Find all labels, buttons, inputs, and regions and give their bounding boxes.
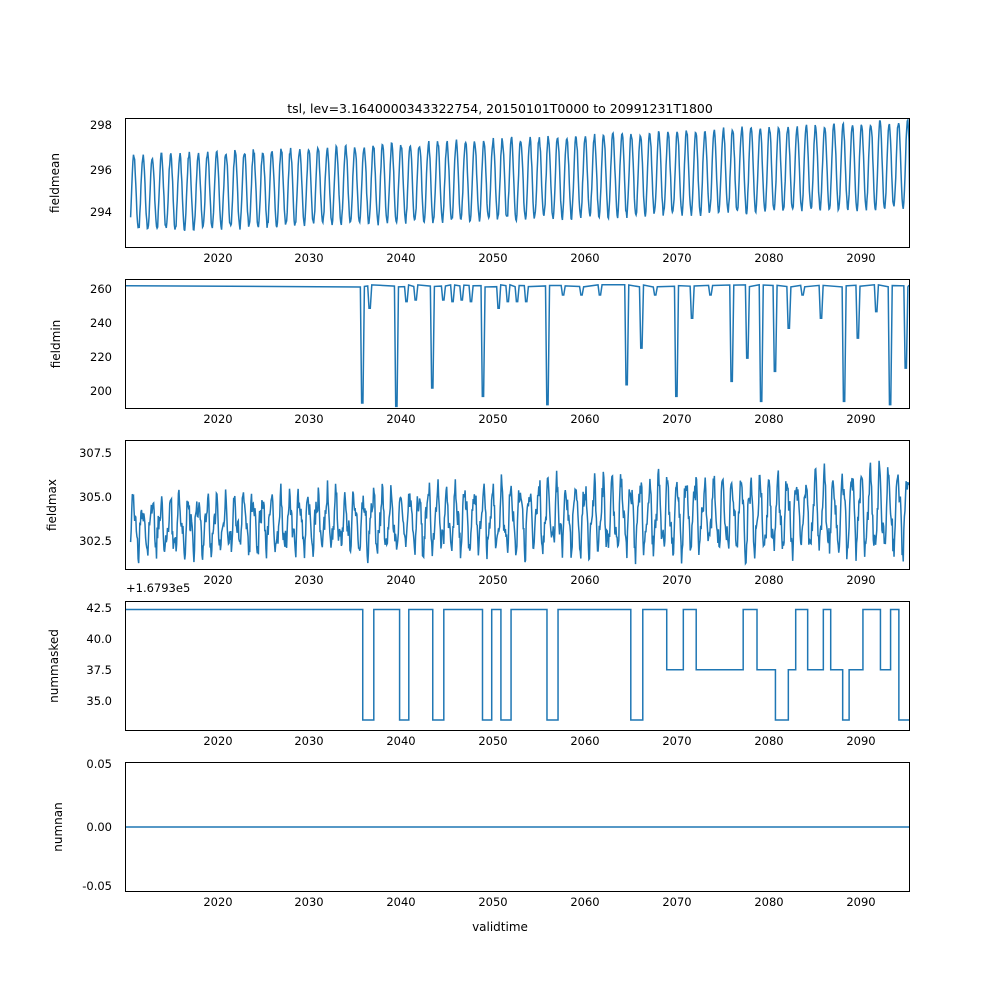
xtick-p3-2040: 2040 (386, 573, 416, 587)
ylabel-fieldmax: fieldmax (45, 478, 59, 532)
xtick-p4-2080: 2080 (754, 734, 784, 748)
ytick-numnan-1: 0.00 (86, 820, 112, 834)
fieldmean-plot-line (126, 119, 909, 247)
xtick-p2-2020: 2020 (203, 412, 233, 426)
ytick-numnan-2: -0.05 (82, 879, 112, 893)
ytick-fieldmax-0: 307.5 (79, 446, 112, 460)
xtick-p5-2040: 2040 (386, 895, 416, 909)
numnan-plot-line (126, 763, 909, 891)
xtick-p4-2030: 2030 (294, 734, 324, 748)
xtick-p2-2060: 2060 (570, 412, 600, 426)
ytick-fieldmax-2: 302.5 (79, 534, 112, 548)
ylabel-numnan: numnan (51, 802, 65, 852)
xtick-p1-2060: 2060 (570, 251, 600, 265)
xtick-p2-2090: 2090 (846, 412, 876, 426)
ytick-nummasked-0: 42.5 (86, 601, 112, 615)
xtick-p5-2050: 2050 (478, 895, 508, 909)
xtick-p3-2020: 2020 (203, 573, 233, 587)
axes-fieldmean (125, 118, 910, 248)
xtick-p3-2080: 2080 (754, 573, 784, 587)
ytick-fieldmax-1: 305.0 (79, 490, 112, 504)
xlabel-validtime: validtime (472, 920, 528, 934)
xtick-p2-2080: 2080 (754, 412, 784, 426)
xtick-p2-2040: 2040 (386, 412, 416, 426)
xtick-p1-2020: 2020 (203, 251, 233, 265)
xtick-p1-2030: 2030 (294, 251, 324, 265)
axes-fieldmax (125, 440, 910, 570)
xtick-p2-2070: 2070 (662, 412, 692, 426)
ylabel-fieldmin: fieldmin (49, 319, 63, 369)
ytick-fieldmin-0: 260 (90, 282, 112, 296)
ytick-nummasked-2: 37.5 (86, 663, 112, 677)
nummasked-plot-line (126, 602, 909, 730)
xtick-p5-2060: 2060 (570, 895, 600, 909)
xtick-p4-2090: 2090 (846, 734, 876, 748)
ytick-fieldmean-0: 298 (90, 118, 112, 132)
xtick-p3-2090: 2090 (846, 573, 876, 587)
figure-title: tsl, lev=3.1640000343322754, 20150101T0000 to 20991231T1800 (287, 101, 713, 116)
xtick-p2-2050: 2050 (478, 412, 508, 426)
xtick-p3-2070: 2070 (662, 573, 692, 587)
xtick-p4-2060: 2060 (570, 734, 600, 748)
xtick-p4-2040: 2040 (386, 734, 416, 748)
ytick-fieldmin-2: 220 (90, 350, 112, 364)
ytick-fieldmin-3: 200 (90, 384, 112, 398)
xtick-p1-2090: 2090 (846, 251, 876, 265)
axes-nummasked (125, 601, 910, 731)
xtick-p1-2080: 2080 (754, 251, 784, 265)
xtick-p1-2070: 2070 (662, 251, 692, 265)
xtick-p3-2050: 2050 (478, 573, 508, 587)
xtick-p3-2060: 2060 (570, 573, 600, 587)
xtick-p5-2030: 2030 (294, 895, 324, 909)
axes-fieldmin (125, 279, 910, 409)
xtick-p4-2070: 2070 (662, 734, 692, 748)
xtick-p1-2050: 2050 (478, 251, 508, 265)
xtick-p5-2080: 2080 (754, 895, 784, 909)
axes-numnan (125, 762, 910, 892)
xtick-p2-2030: 2030 (294, 412, 324, 426)
ytick-nummasked-1: 40.0 (86, 632, 112, 646)
nummasked-axis-offset: +1.6793e5 (126, 581, 191, 595)
ylabel-fieldmean: fieldmean (48, 153, 62, 213)
ytick-numnan-0: 0.05 (86, 757, 112, 771)
xtick-p5-2070: 2070 (662, 895, 692, 909)
xtick-p1-2040: 2040 (386, 251, 416, 265)
ytick-fieldmin-1: 240 (90, 316, 112, 330)
xtick-p4-2050: 2050 (478, 734, 508, 748)
ylabel-nummasked: nummasked (47, 629, 61, 703)
xtick-p5-2020: 2020 (203, 895, 233, 909)
xtick-p3-2030: 2030 (294, 573, 324, 587)
fieldmax-plot-line (126, 441, 909, 569)
xtick-p4-2020: 2020 (203, 734, 233, 748)
xtick-p5-2090: 2090 (846, 895, 876, 909)
ytick-fieldmean-1: 296 (90, 163, 112, 177)
ytick-nummasked-3: 35.0 (86, 694, 112, 708)
fieldmin-plot-line (126, 280, 909, 408)
ytick-fieldmean-2: 294 (90, 205, 112, 219)
